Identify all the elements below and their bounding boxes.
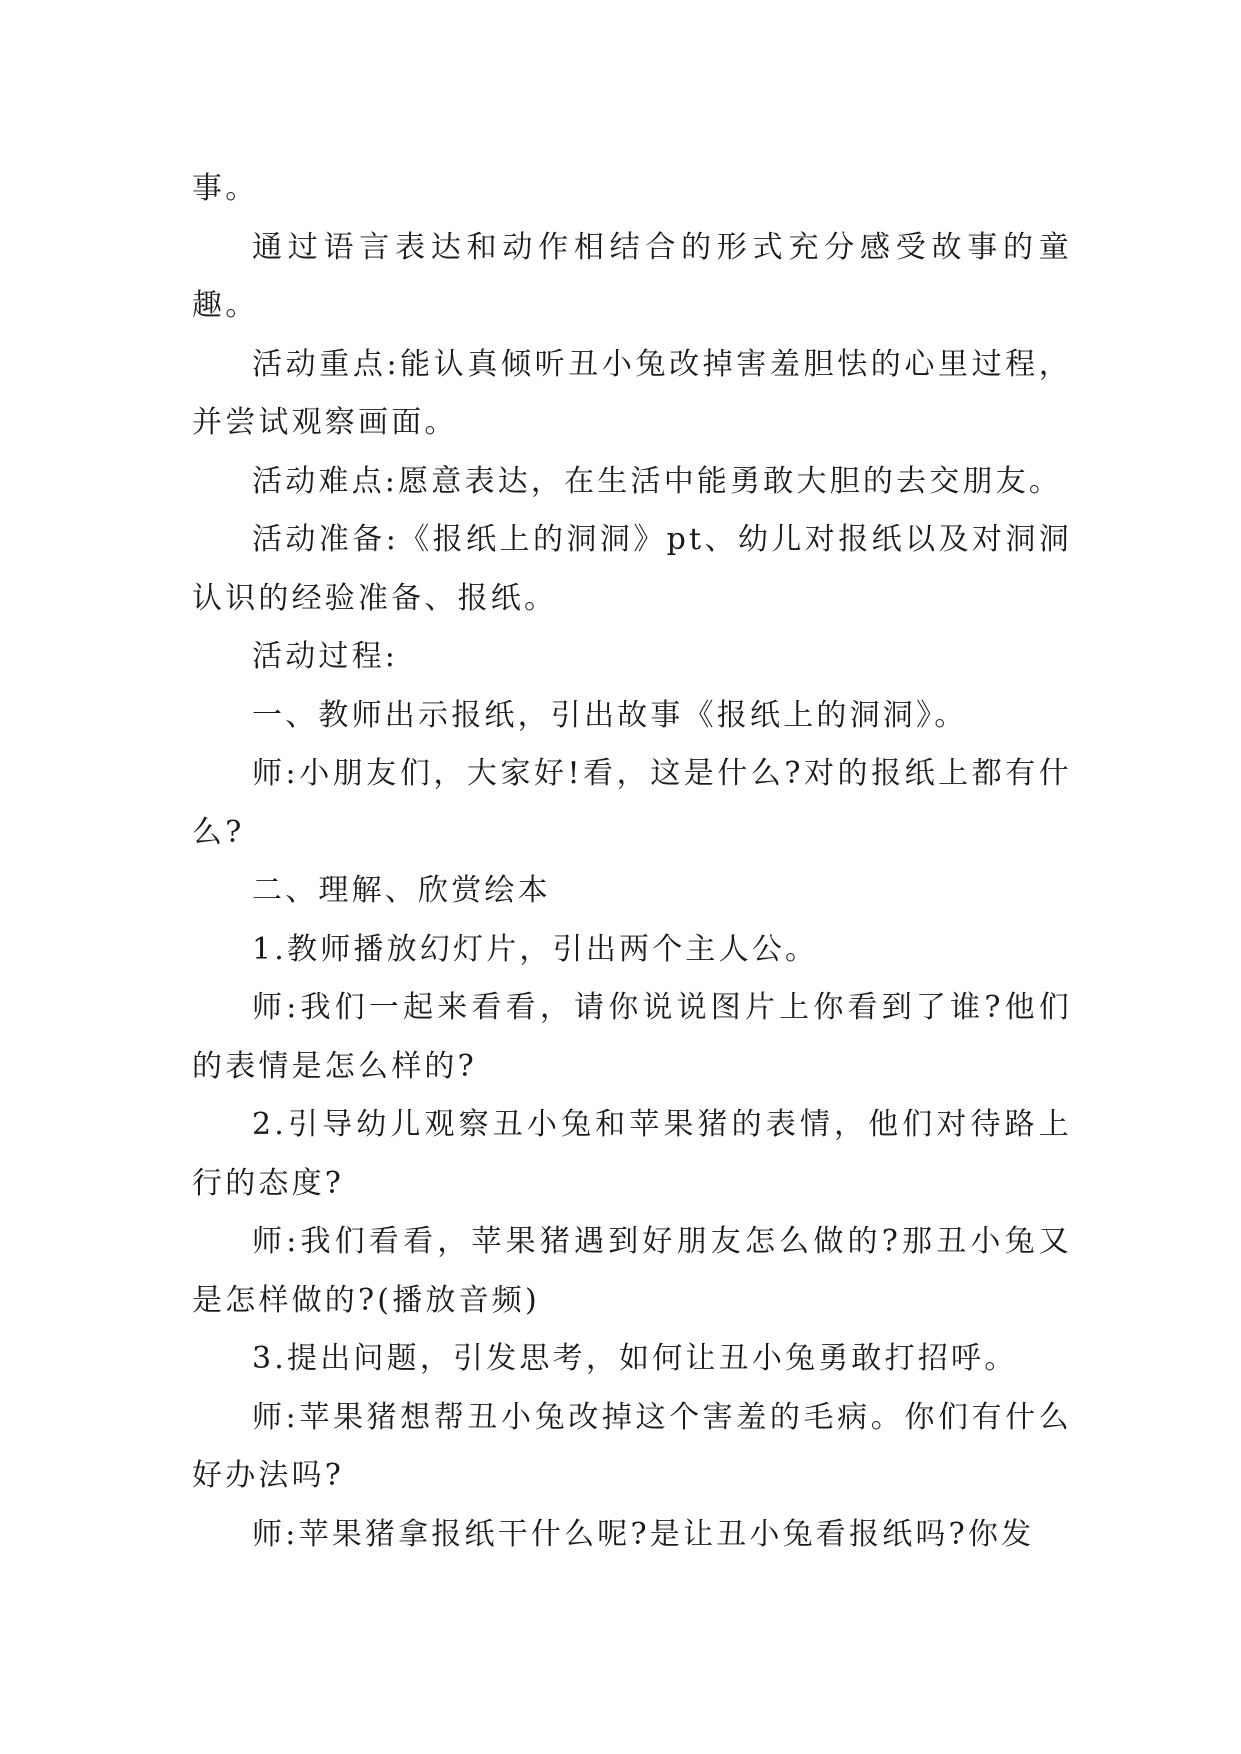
paragraph: 师:小朋友们，大家好!看，这是什么?对的报纸上都有什么? bbox=[192, 756, 1072, 850]
document-body bbox=[192, 160, 1072, 1564]
paragraph: 活动重点:能认真倾听丑小兔改掉害羞胆怯的心里过程，并尝试观察画面。 bbox=[192, 346, 1072, 440]
paragraph: 1.教师播放幻灯片，引出两个主人公。 bbox=[252, 931, 819, 967]
paragraph: 通过语言表达和动作相结合的形式充分感受故事的童趣。 bbox=[192, 229, 1072, 323]
paragraph: 二、理解、欣赏绘本 bbox=[252, 873, 551, 908]
paragraph: 活动难点:愿意表达，在生活中能勇敢大胆的去交朋友。 bbox=[252, 463, 1063, 499]
paragraph: 事。 bbox=[192, 171, 259, 206]
paragraph: 师:苹果猪想帮丑小兔改掉这个害羞的毛病。你们有什么好办法吗? bbox=[192, 1399, 1072, 1493]
paragraph: 一、教师出示报纸，引出故事《报纸上的洞洞》。 bbox=[252, 697, 968, 733]
paragraph: 3.提出问题，引发思考，如何让丑小兔勇敢打招呼。 bbox=[252, 1341, 1018, 1376]
paragraph: 师:我们看看，苹果猪遇到好朋友怎么做的?那丑小兔又是怎样做的?(播放音频) bbox=[192, 1224, 1072, 1318]
paragraph: 师:苹果猪拿报纸干什么呢?是让丑小兔看报纸吗?你发 bbox=[252, 1516, 1035, 1552]
paragraph: 活动过程: bbox=[252, 639, 399, 674]
paragraph: 师:我们一起来看看，请你说说图片上你看到了谁?他们的表情是怎么样的? bbox=[192, 990, 1072, 1084]
paragraph: 活动准备:《报纸上的洞洞》pt、幼儿对报纸以及对洞洞认识的经验准备、报纸。 bbox=[192, 522, 1072, 616]
paragraph: 2.引导幼儿观察丑小兔和苹果猪的表情，他们对待路上行的态度? bbox=[192, 1107, 1072, 1201]
